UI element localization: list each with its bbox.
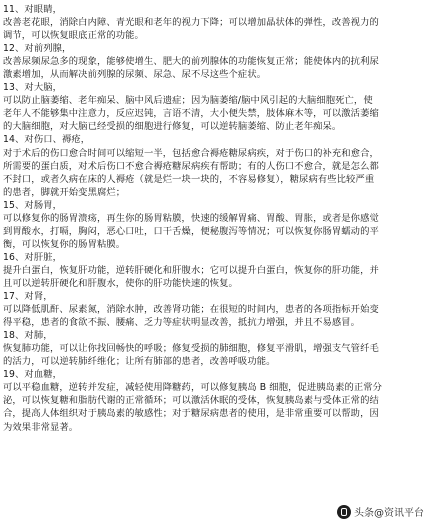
section-heading-stomach: 15、对肠胃， <box>3 199 63 211</box>
section-heading-blood-sugar: 19、对血糖， <box>3 369 63 381</box>
body-line: 为效果非常显著。 <box>3 421 79 433</box>
toutiao-logo-icon <box>337 505 351 519</box>
body-line: 老年人不能够集中注意力，反应迟钝，言语不清，大小便失禁，肢体麻木等，可以激活萎缩 <box>3 108 379 120</box>
body-line: 可以防止脑萎缩、老年痴呆、脑中风后遗症；因为脑萎缩/脑中风引起的大脑细胞死亡，使 <box>3 95 373 107</box>
body-line: 激素增加，从而解决前列腺的尿频、尿急、尿不尽这些个症状。 <box>3 69 267 81</box>
body-line: 泌，可以恢复糖和脂肪代谢的正常循环；可以激活休眠的受体，恢复胰岛素与受体正常的结 <box>3 395 379 407</box>
body-line: 可以降低肌酐、尿素氮，消除水肿，改善肾功能；在很短的时间内，患者的各项指标开始变 <box>3 304 379 316</box>
body-line: 改善老花眼，消除白内障、青光眼和老年的视力下降；可以增加晶状体的弹性，改善视力的 <box>3 17 379 29</box>
body-line: 可以修复你的肠胃溃疡，再生你的肠胃粘膜，快速的缓解胃痛、胃酸、胃胀，或者是你感觉 <box>3 212 379 224</box>
section-heading-lungs: 18、对肺， <box>3 330 53 342</box>
body-line: 不封口，或者久病在床的人褥疮（就是烂一块一块的，不容易修复），糖尿病有些比较严重 <box>3 173 375 185</box>
body-line: 衡，可以恢复你的肠胃粘膜。 <box>3 238 126 250</box>
body-line: 提升白蛋白，恢复肝功能，逆转肝硬化和肝腹水；它可以提升白蛋白，恢复你的肝功能，并 <box>3 264 379 276</box>
watermark-text: 头条@资讯平台 <box>354 508 424 519</box>
section-heading-liver: 16、对肝脏， <box>3 251 63 263</box>
body-line: 改善尿频尿急多的现象，能够使增生、肥大的前列腺体的功能恢复正常；能使体内的抗利尿 <box>3 56 379 68</box>
body-line: 得平稳，患者的食欲不振、腰痛、乏力等症状明显改善，抵抗力增强，并且不易感冒。 <box>3 317 361 329</box>
section-heading-eyes: 11、对眼睛， <box>3 4 63 15</box>
body-line: 到胃酸水，打嗝，胸闷，恶心口吐，口干舌燥，便秘腹泻等情况；可以恢复你肠胃蠕动的平 <box>3 225 379 237</box>
body-line: 所需要的蛋白质，对术后伤口不愈合褥疮糖尿病疾有帮助；有的人伤口不愈合，就是怎么都 <box>3 160 379 172</box>
section-heading-prostate: 12、对前列腺， <box>3 43 72 55</box>
body-line: 的活力，可以逆转肺纤维化；让所有肺部的患者，改善呼吸功能。 <box>3 356 276 368</box>
section-heading-kidney: 17、对肾， <box>3 291 53 303</box>
body-line: 的患者，脚就开始变黑腐烂； <box>3 186 126 198</box>
section-heading-brain: 13、对大脑， <box>3 82 63 94</box>
body-line: 合，提高人体组织对于胰岛素的敏感性；对于糖尿病患者的使用，是非常重要可以帮助，因 <box>3 408 379 420</box>
body-line: 的大脑细胞，对大脑已经受损的细胞进行修复，可以逆转脑萎缩、防止老年痴呆。 <box>3 121 342 133</box>
section-heading-wounds: 14、对伤口、褥疮， <box>3 134 91 146</box>
body-line: 可以平稳血糖，逆转并发症，减轻使用降糖药，可以修复胰岛 B 细胞，促进胰岛素的正常分 <box>3 382 383 394</box>
body-line: 恢复肺功能，可以让你找回畅快的呼吸；修复受损的肺细胞，修复平滑肌，增强支气管纤毛 <box>3 343 379 355</box>
body-line: 且可以逆转肝硬化和肝腹水，使你的肝功能快速的恢复。 <box>3 277 238 289</box>
body-line: 调节，可以恢复眼底正常的功能。 <box>3 30 144 42</box>
body-line: 对于术后的伤口愈合时间可以缩短一半，包括愈合褥疮糖尿病疾，对于伤口的补充和愈合， <box>3 147 379 159</box>
watermark <box>334 503 427 520</box>
